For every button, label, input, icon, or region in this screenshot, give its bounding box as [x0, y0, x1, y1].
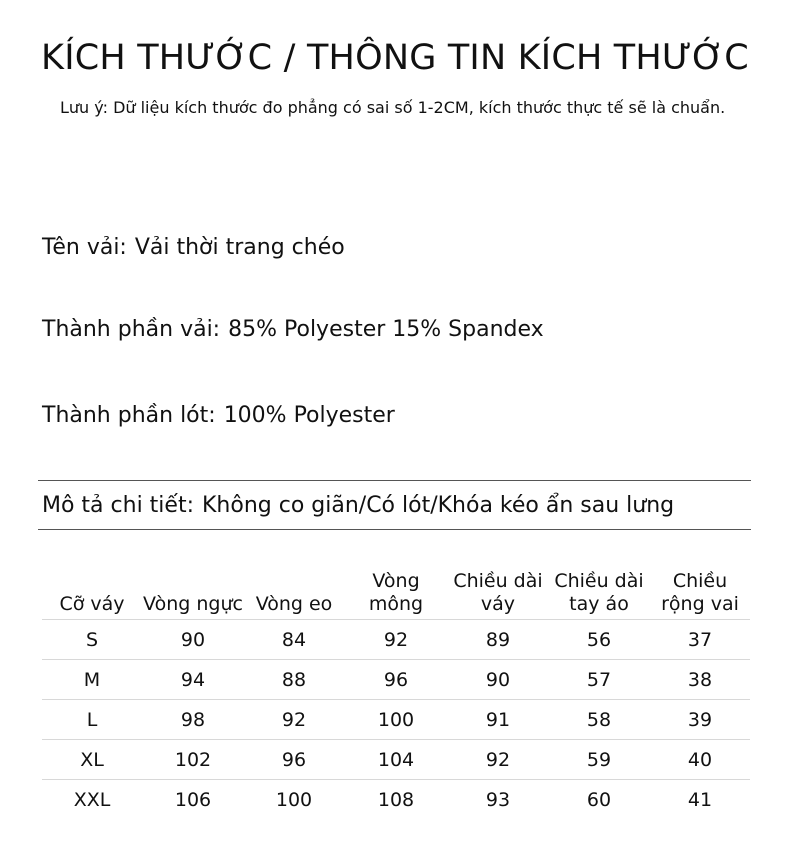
table-cell: 57 [548, 660, 650, 700]
table-cell: S [42, 620, 142, 660]
table-cell: 100 [344, 700, 448, 740]
table-cell: 100 [275, 788, 313, 811]
table-cell: 91 [448, 700, 548, 740]
column-header-size: Cỡ váy [42, 560, 142, 620]
table-cell: 39 [650, 700, 750, 740]
table-row [42, 740, 750, 780]
table-row [42, 660, 750, 700]
column-header-hip: Vòng mông [344, 560, 448, 620]
column-header-waist: Vòng eo [244, 560, 344, 620]
detail-label: Mô tả chi tiết: [42, 493, 194, 518]
fabric-composition-label: Thành phần vải: [42, 317, 221, 342]
table-cell: 60 [586, 788, 612, 811]
table-cell: XL [42, 740, 142, 780]
lining-composition-label: Thành phần lót: [42, 403, 216, 428]
table-cell: 104 [344, 740, 448, 780]
table-cell: 96 [244, 740, 344, 780]
lining-composition-row [42, 401, 395, 431]
table-cell: 98 [142, 700, 244, 740]
size-table [42, 560, 750, 819]
fabric-composition-row [42, 315, 544, 345]
table-cell: 90 [142, 620, 244, 660]
table-cell: 37 [650, 620, 750, 660]
table-row [42, 700, 750, 740]
column-header-shoulder-width: Chiều rộng vai [650, 560, 750, 620]
column-header-chest: Vòng ngực [142, 560, 244, 620]
table-row [42, 620, 750, 660]
table-cell: 88 [244, 660, 344, 700]
table-cell: 94 [142, 660, 244, 700]
table-cell: 90 [448, 660, 548, 700]
table-cell: 92 [448, 740, 548, 780]
size-table-header [42, 560, 750, 620]
measurement-note: Lưu ý: Dữ liệu kích thước đo phẳng có sai số 1-2CM, kích thước thực tế sẽ là chuẩn. [60, 98, 726, 117]
table-cell: 92 [244, 700, 344, 740]
column-header-dress-length: Chiều dài váy [448, 560, 548, 620]
table-cell: L [42, 700, 142, 740]
divider-top [38, 480, 751, 481]
table-cell: 41 [687, 788, 713, 811]
table-cell: 93 [485, 788, 511, 811]
table-row [42, 780, 750, 820]
page-title: KÍCH THƯỚC / THÔNG TIN KÍCH THƯỚC [41, 38, 749, 78]
table-cell: M [42, 660, 142, 700]
table-cell: 58 [548, 700, 650, 740]
fabric-name-value: Vải thời trang chéo [134, 235, 345, 260]
table-cell: 96 [344, 660, 448, 700]
fabric-name-label: Tên vải: [42, 235, 127, 260]
table-cell: 106 [174, 788, 212, 811]
detail-value: Không co giãn/Có lót/Khóa kéo ẩn sau lưng [202, 493, 675, 518]
divider-bottom [38, 529, 751, 530]
fabric-composition-value: 85% Polyester 15% Spandex [228, 317, 544, 342]
table-cell: 56 [548, 620, 650, 660]
table-cell: 84 [244, 620, 344, 660]
table-cell: 89 [448, 620, 548, 660]
column-header-sleeve-length: Chiều dài tay áo [548, 560, 650, 620]
lining-composition-value: 100% Polyester [223, 403, 395, 428]
fabric-name-row [42, 233, 345, 263]
detail-row [42, 491, 674, 521]
table-cell: 38 [650, 660, 750, 700]
table-cell: 108 [377, 788, 415, 811]
table-cell: XXL [73, 788, 111, 811]
table-cell: 59 [548, 740, 650, 780]
table-cell: 40 [650, 740, 750, 780]
table-cell: 102 [142, 740, 244, 780]
table-cell: 92 [344, 620, 448, 660]
